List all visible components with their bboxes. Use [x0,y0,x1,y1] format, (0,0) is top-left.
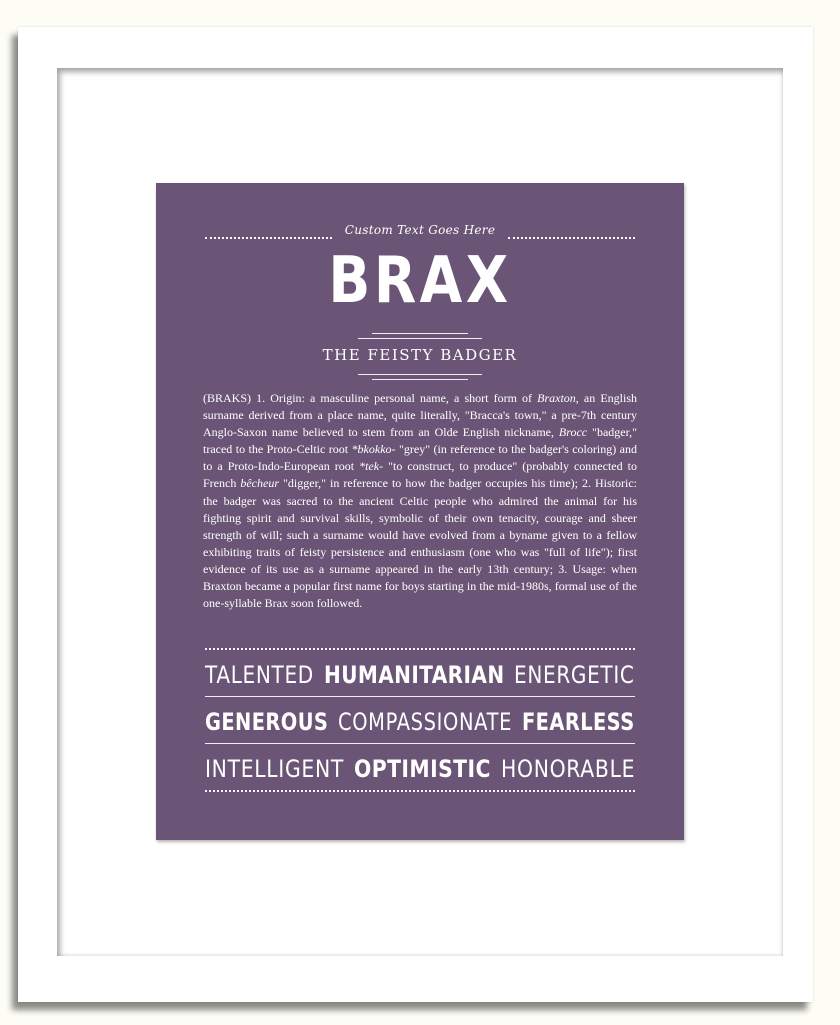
top-right-dotted-line [508,237,635,239]
traits-top-dotted-line [205,648,635,650]
trait-word: COMPASSIONATE [338,708,513,736]
trait-word: FEARLESS [522,708,635,736]
definition-text: (BRAKS) 1. Origin: a masculine personal name, a short form of [203,391,538,405]
trait-divider-1 [205,696,635,697]
rule-below-meaning-2 [372,379,468,380]
name-print [156,183,684,840]
traits-bottom-dotted-line [205,790,635,792]
trait-divider-2 [205,743,635,744]
trait-word: HONORABLE [500,755,635,783]
rule-above-meaning-2 [358,338,482,339]
trait-word: TALENTED [205,661,314,689]
definition-text: "digger," in reference to how the badger occupies his time); 2. Historic: the badger was sacred to the ancient Celtic people who admired the animal for his fighting spirit and survival skills, symbolic of their own tenacity, courage and sheer strength of will; such a surname would have evolved from a byname given to a fellow exhibiting traits of feisty persistence and enthusiasm (one who was "full of life"); first evidence of its use as a surname appeared in the early 13th century; 3. Usage: when Braxton became a popular first name for boys starting in the mid-1980s, formal use of the one-syllable Brax soon followed. [203,476,638,611]
name-title: BRAX [328,244,512,318]
definition-italic-term: *bkokko- [351,442,396,457]
trait-word: INTELLIGENT [205,755,345,783]
definition-italic-term: Brocc [558,425,588,440]
trait-word: HUMANITARIAN [323,661,505,689]
rule-above-meaning-1 [372,333,468,334]
definition-text: "grey" (in reference to the badger's coloring) and to a Proto-Indo-European root [203,442,637,474]
trait-word: OPTIMISTIC [354,755,491,783]
rule-below-meaning-1 [358,374,482,375]
definition-italic-term: bêcheur [240,476,279,491]
definition-text: "badger," traced to the Proto-Celtic root [203,425,638,457]
name-meaning: THE FEISTY BADGER [322,346,518,364]
definition-text: , an English surname derived from a place name, quite literally, "Bracca's town," a pre-7th century Anglo-Saxon name believed to stem from an Olde English nickname, [203,391,638,440]
trait-row-1 [205,661,635,689]
trait-row-2 [205,708,635,736]
definition-text: "to construct, to produce" (probably connected to French [203,459,637,491]
top-left-dotted-line [205,237,332,239]
trait-word: GENEROUS [205,708,329,736]
custom-text: Custom Text Goes Here [344,223,496,237]
definition-italic-term: Braxton [537,391,576,405]
name-definition [203,390,637,612]
trait-word: ENERGETIC [514,661,635,689]
definition-italic-term: *tek- [359,459,384,474]
trait-row-3 [205,755,635,783]
